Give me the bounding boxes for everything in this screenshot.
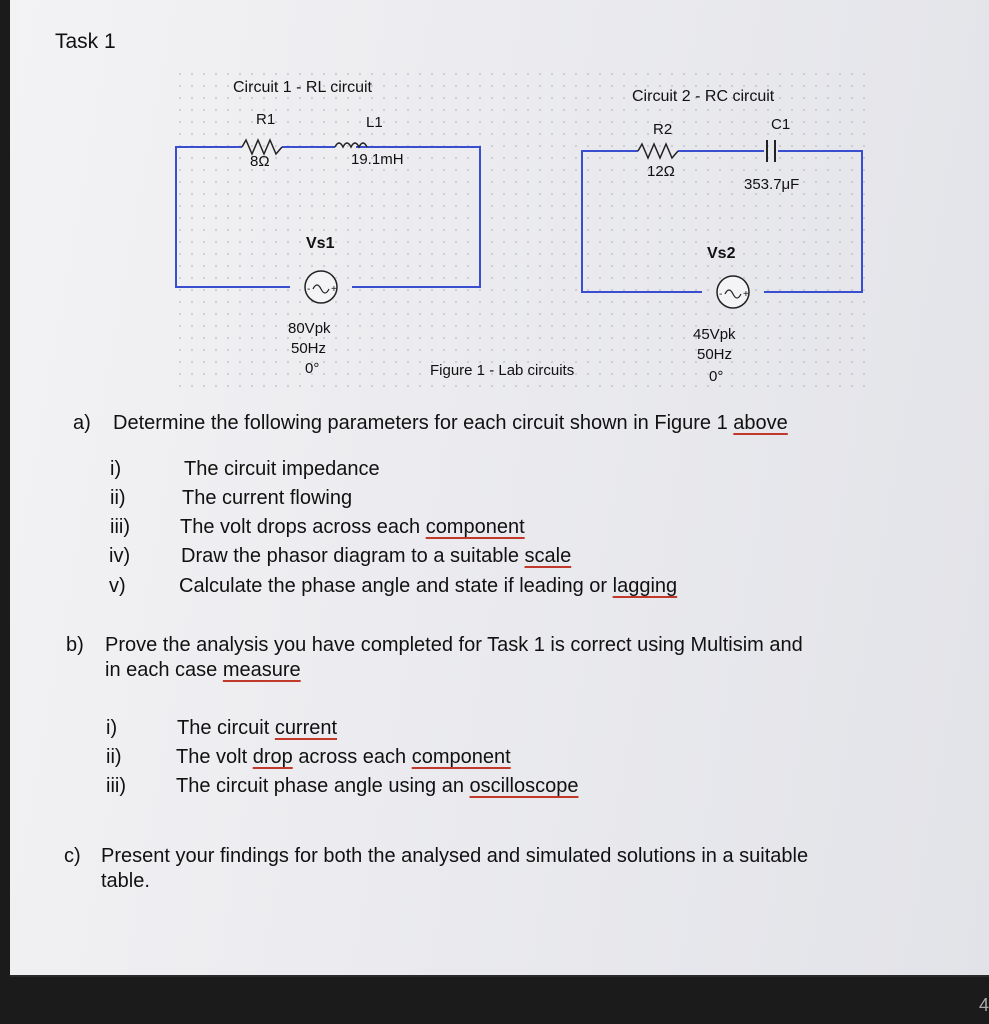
question-b-line2: in each case measure xyxy=(105,659,301,681)
question-a-text: Determine the following parameters for each circuit shown in Figure 1 above xyxy=(113,412,788,434)
b-item-1-num: i) xyxy=(106,717,118,739)
svg-text:+: + xyxy=(743,289,749,300)
question-a-label: a) xyxy=(73,412,91,434)
underlined-word: above xyxy=(733,412,788,434)
vs1-frequency: 50Hz xyxy=(291,340,327,357)
b-item-3: The circuit phase angle using an oscilloscope xyxy=(176,775,579,797)
b-item-1: The circuit current xyxy=(177,717,338,739)
vs2-amplitude: 45Vpk xyxy=(693,326,736,343)
a-item-5: Calculate the phase angle and state if leading or lagging xyxy=(179,575,678,597)
b-item-2: The volt drop across each component xyxy=(176,746,511,768)
b-item-2-num: ii) xyxy=(106,746,122,768)
vs2-frequency: 50Hz xyxy=(697,346,733,363)
l1-value: 19.1mH xyxy=(351,151,404,168)
question-c-line2: table. xyxy=(101,870,150,892)
r2-name: R2 xyxy=(653,121,673,138)
c1-value: 353.7μF xyxy=(744,176,800,193)
figure-caption: Figure 1 - Lab circuits xyxy=(430,362,575,379)
r2-value: 12Ω xyxy=(647,163,675,180)
question-b-label: b) xyxy=(66,634,84,656)
question-c-label: c) xyxy=(64,845,81,867)
r1-name: R1 xyxy=(256,111,276,128)
circuit2-title: Circuit 2 - RC circuit xyxy=(632,88,775,105)
a-item-3: The volt drops across each component xyxy=(180,516,525,538)
page-corner-number: 4 xyxy=(978,995,989,1015)
document-page xyxy=(10,0,989,977)
svg-text:+: + xyxy=(331,284,337,295)
a-item-4-num: iv) xyxy=(109,545,131,567)
a-item-2-num: ii) xyxy=(110,487,126,509)
vs2-name: Vs2 xyxy=(707,245,736,262)
a-item-5-num: v) xyxy=(109,575,126,597)
b-item-3-num: iii) xyxy=(106,775,126,797)
vs1-amplitude: 80Vpk xyxy=(288,320,331,337)
a-item-1-num: i) xyxy=(110,458,122,480)
c1-name: C1 xyxy=(771,116,791,133)
a-item-1: The circuit impedance xyxy=(184,458,380,480)
question-c-line1: Present your findings for both the analysed and simulated solutions in a suitable xyxy=(101,845,809,867)
a-item-2: The current flowing xyxy=(182,487,353,509)
vs1-phase: 0° xyxy=(305,360,320,377)
a-item-3-num: iii) xyxy=(110,516,130,538)
vs2-phase: 0° xyxy=(709,368,724,385)
lab-circuits-figure xyxy=(10,0,989,400)
svg-text:-: - xyxy=(307,284,311,295)
question-b-line1: Prove the analysis you have completed for Task 1 is correct using Multisim and xyxy=(105,634,803,656)
l1-name: L1 xyxy=(366,114,383,131)
a-item-4: Draw the phasor diagram to a suitable scale xyxy=(181,545,572,567)
svg-text:-: - xyxy=(719,289,723,300)
vs1-name: Vs1 xyxy=(306,235,335,252)
task-title: Task 1 xyxy=(55,30,116,53)
circuit1-title: Circuit 1 - RL circuit xyxy=(233,79,372,96)
r1-value: 8Ω xyxy=(250,153,270,170)
